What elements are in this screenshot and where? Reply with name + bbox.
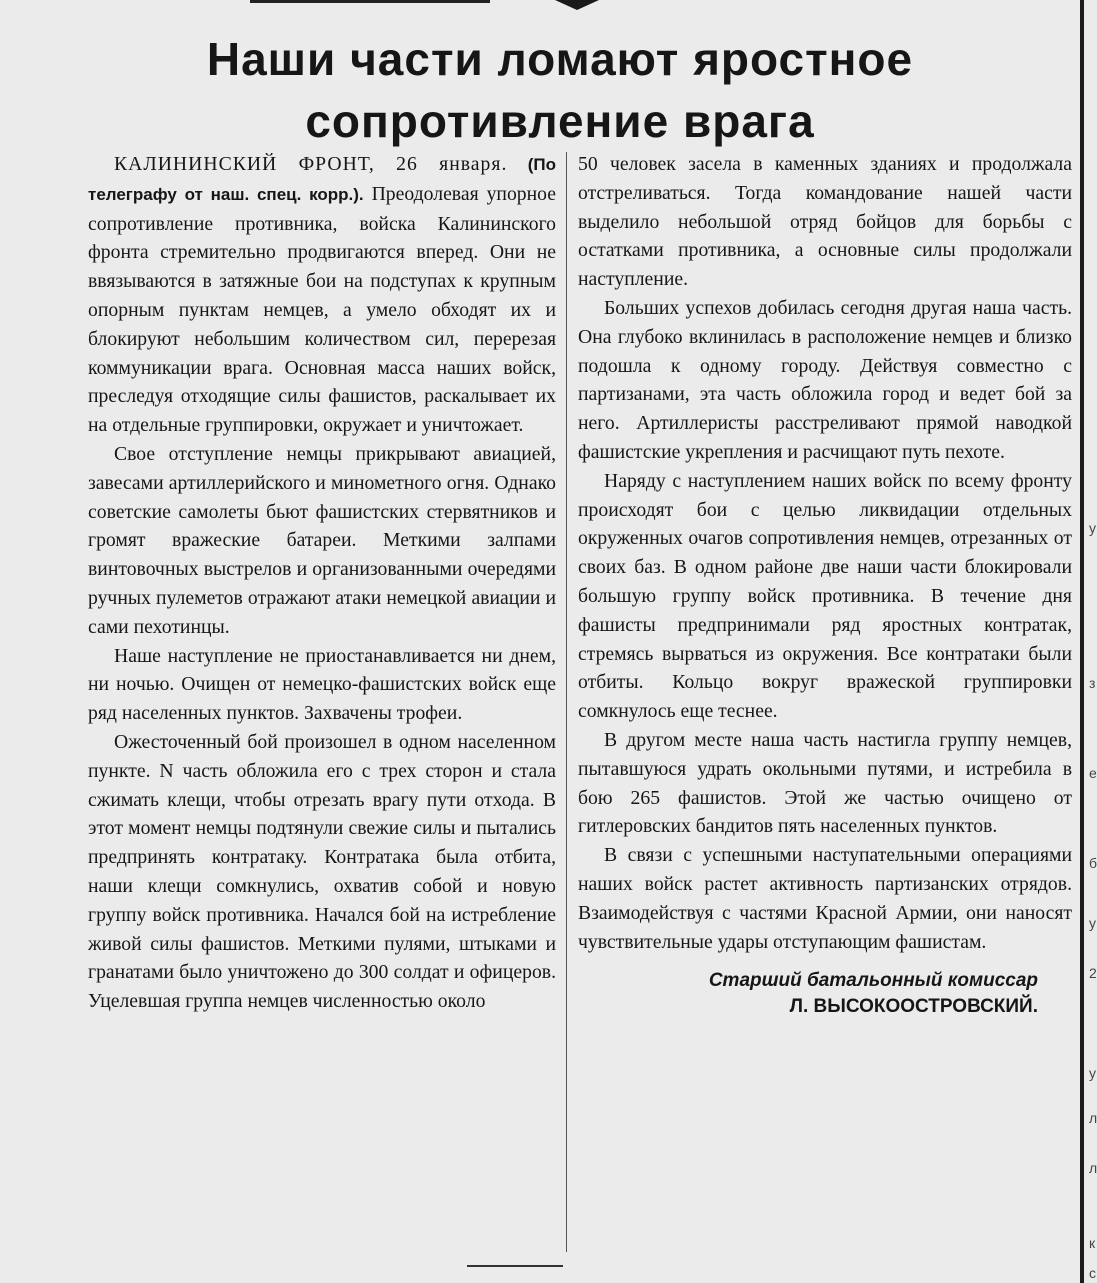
fragment-char: л	[1089, 1160, 1097, 1176]
adjacent-column-fragments	[1089, 0, 1096, 1283]
paragraph-text: Преодолевая упорное сопротивление противника, войска Калининского фронта стремительно продвигаются вперед. Они не ввязываются в затяжные бои на подступах к крупным опорным пунктам немцев, а умело обходят их и блокируют небольшим количеством сил, перерезая коммуникации врага. Основная масса наших войск, преследуя отходящие силы фашистов, раскалывает их на отдельные группировки, окружает и уничтожает.	[88, 182, 557, 437]
fragment-char: у	[1089, 1065, 1096, 1081]
article-column-left	[88, 150, 556, 1016]
fragment-char: е	[1089, 765, 1097, 781]
lead-paragraph	[88, 150, 556, 440]
fragment-char: л	[1089, 1110, 1097, 1126]
paragraph: Наше наступление не приостанавливается ни днем, ни ночью. Очищен от немецко-фашистских войск еще ряд населенных пунктов. Захвачены трофеи.	[88, 644, 556, 725]
paragraph: Наряду с наступлением наших войск по всему фронту происходят бои с целью ликвидации отдельных окруженных очагов сопротивления немцев, отрезанных от своих баз. В одном районе две наши части блокировали большую группу войск противника. В течение дня фашисты предпринимали ряд яростных контратак, стремясь вырваться из окружения. Все контратаки были отбиты. Кольцо вокруг вражеской группировки сомкнулось еще теснее.	[578, 469, 1072, 723]
top-border-rule	[250, 0, 490, 3]
fragment-char: с	[1089, 1265, 1096, 1281]
fragment-char: у	[1089, 915, 1096, 931]
bottom-rule	[467, 1265, 563, 1267]
top-ornament	[555, 0, 599, 10]
paragraph: Свое отступление немцы прикрывают авиацией, завесами артиллерийского и минометного огня. Однако советские самолеты бьют фашистских стервятников и громят вражеские батареи. Меткими залпами винтовочных выстрелов и организованными очередями ручных пулеметов отражают атаки немецкой авиации и сами пехотинцы.	[88, 442, 556, 638]
source-note: (По телеграфу от наш. спец. корр.).	[88, 155, 556, 204]
fragment-char: у	[1089, 520, 1096, 536]
paragraph: Больших успехов добилась сегодня другая наша часть. Она глубоко вклинилась в расположение немцев и близко подошла к одному городу. Действуя совместно с партизанами, эта часть обложила город и ведет бой за него. Артиллеристы расстреливают прямой наводкой фашистские укрепления и расчищают путь пехоте.	[578, 296, 1072, 463]
dateline: КАЛИНИНСКИЙ ФРОНТ, 26 января.	[114, 153, 508, 175]
article-headline: Наши части ломают яростное сопротивление врага	[206, 33, 914, 147]
fragment-char: 2	[1089, 965, 1097, 981]
paragraph-continuation: 50 человек засела в каменных зданиях и продолжала отстреливаться. Тогда командование нашей части выделило небольшой отряд бойцов для борьбы с остатками противника, а основные силы продолжали наступление.	[578, 153, 1072, 291]
right-column-rule	[1080, 0, 1084, 1283]
fragment-char: б	[1089, 855, 1097, 871]
column-divider	[566, 152, 567, 1252]
paragraph: Ожесточенный бой произошел в одном населенном пункте. N часть обложила его с трех сторон и стала сжимать клещи, чтобы отрезать врагу пути отхода. В этот момент немцы подтянули свежие силы и пытались предпринять контратаку. Контратака была отбита, наши клещи сомкнулись, охватив собой и новую группу войск противника. Начался бой на истребление живой силы фашистов. Меткими пулями, штыками и гранатами было уничтожено до 300 солдат и офицеров. Уцелевшая группа немцев численностью около	[88, 730, 556, 1013]
signature-name: Л. ВЫСОКООСТРОВСКИЙ.	[789, 996, 1038, 1018]
signature-title: Старший батальонный комиссар	[708, 970, 1038, 992]
paragraph: В другом месте наша часть настигла группу немцев, пытавшуюся удрать окольными путями, и истребила в бою 265 фашистов. Этой же частью очищено от гитлеровских бандитов пять населенных пунктов.	[578, 728, 1072, 838]
fragment-char: з	[1089, 675, 1096, 691]
article-column-right	[578, 150, 1072, 1020]
paragraph: В связи с успешными наступательными операциями наших войск растет активность партизанских отрядов. Взаимодействуя с частями Красной Армии, они наносят чувствительные удары отступающим фашистам.	[578, 844, 1072, 953]
fragment-char: к	[1089, 1235, 1096, 1251]
signature-block	[578, 968, 1072, 1020]
